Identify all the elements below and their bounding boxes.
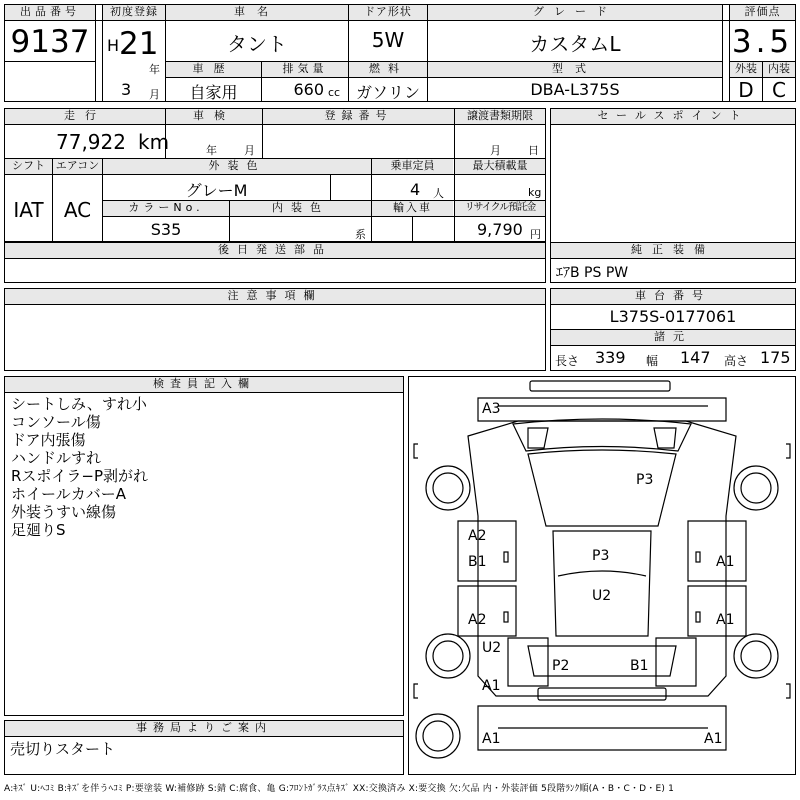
model-label: 型式 [428,62,722,77]
model: DBA-L375S [530,80,620,99]
length-label: 長さ [555,354,580,368]
recycle-label: リサイクル預託金 [455,201,545,216]
damage-mark: A2 [468,528,487,544]
chassis-label: 車台番号 [551,289,795,304]
remark-item: ホイールカバーA [11,485,126,503]
shift-label: シフト [5,159,52,174]
damage-mark: P3 [636,472,654,488]
damage-mark: A2 [468,612,487,628]
recycle-fee: 9,790 [477,220,523,239]
ext-color-label: 外装色 [103,159,371,174]
shift: IAT [13,198,44,222]
remark-item: コンソール傷 [11,413,101,431]
year-unit: 年 [149,63,160,76]
damage-mark: P2 [552,658,570,674]
car-name: タント [227,32,287,56]
grade: カスタムL [529,32,621,56]
fuel-label: 燃料 [349,62,427,77]
ac: AC [63,198,92,222]
spec-label: 諸元 [551,330,795,345]
history: 自家用 [189,83,238,102]
int-color-unit: 系 [355,228,366,241]
equipment-label: 純正装備 [551,243,795,258]
legend-footer: A:ｷｽﾞ U:ﾍｺﾐ B:ｷｽﾞを伴うﾍｺﾐ P:要塗装 W:補修跡 S:錆 C:腐食、亀 G:ﾌﾛﾝﾄｶﾞﾗｽ点ｷｽﾞ XX:交換済み X:要交換 欠:欠品 内・外装評価 5段階ﾗﾝｸ順(A・B・C・D・E) 1 [4,784,675,794]
damage-mark: U2 [482,640,502,656]
damage-mark: A1 [482,731,501,747]
transfer-month-unit: 月 [490,144,501,157]
damage-mark: A1 [716,554,735,570]
mileage-unit: km [138,130,170,154]
mileage-label: 走行 [5,109,165,124]
capacity-label: 乗車定員 [372,159,453,174]
door-type: 5W [371,28,405,52]
int-color-label: 内装色 [230,201,371,216]
transfer-label: 譲渡書類期限 [455,109,545,124]
sales-point-label: セールスポイント [551,109,795,124]
reg-no-label: 登録番号 [263,109,454,124]
month-unit: 月 [149,88,160,101]
color-no: S35 [150,220,182,239]
displacement-unit: cc [328,86,341,99]
displacement: 660 [293,80,324,99]
capacity-unit: 人 [433,187,444,200]
first-reg-label: 初度登録 [103,5,165,20]
max-load-unit: kg [528,186,542,199]
recycle-unit: 円 [530,228,541,241]
interior-score: C [772,78,786,102]
remark-item: 外装うすい線傷 [11,503,117,521]
remark-item: Rスポイラ−P剥がれ [11,467,149,485]
office-label: 事務局よりご案内 [5,721,403,736]
equipment: ｴｱB PS PW [556,265,629,281]
inspection-label: 車検 [166,109,262,124]
reg-year: 21 [119,26,159,62]
inspector-label: 検査員記入欄 [5,377,403,392]
remark-item: 足廻りS [11,521,66,539]
width-label: 幅 [646,354,659,368]
car-outline-svg [408,376,796,775]
remark-item: シートしみ、すれ小 [11,395,147,413]
chassis-no: L375S-0177061 [609,307,737,326]
lot-no-label: 出品番号 [5,5,95,20]
car-damage-diagram [408,376,796,775]
damage-mark: A1 [704,731,723,747]
car-name-label: 車名 [166,5,348,20]
damage-mark: B1 [468,554,487,570]
lot-no: 9137 [10,24,90,60]
door-label: ドア形状 [349,5,427,20]
era: H [107,36,120,55]
score: 3.5 [731,24,794,60]
import-label: 輸入車 [372,201,453,216]
fuel: ガソリン [355,83,420,102]
damage-mark: A3 [482,401,501,417]
reg-month: 3 [121,80,132,99]
height: 175 [760,348,791,367]
displacement-label: 排気量 [262,62,348,77]
inspection-month-unit: 月 [244,144,255,157]
history-label: 車歴 [166,62,261,77]
width: 147 [680,348,711,367]
damage-mark: B1 [630,658,649,674]
grade-label: グレード [428,5,722,20]
max-load-label: 最大積載量 [455,159,545,174]
score-label: 評価点 [730,5,795,20]
later-parts-label: 後日発送部品 [5,243,545,258]
remark-item: ドア内張傷 [11,431,86,449]
exterior-label: 外装 [730,62,762,77]
length: 339 [595,348,626,367]
inspection-year-unit: 年 [206,144,217,157]
caution-label: 注意事項欄 [5,289,545,304]
remarks-list [11,395,148,539]
damage-mark: A1 [482,678,501,694]
transfer-day-unit: 日 [528,144,539,157]
damage-mark: A1 [716,612,735,628]
color-no-label: カラーNo. [103,201,229,216]
interior-label: 内装 [763,62,795,77]
damage-mark: P3 [592,548,610,564]
remark-item: ハンドルすれ [11,449,102,467]
height-label: 高さ [724,354,749,368]
ac-label: エアコン [53,159,102,174]
capacity: 4 [410,180,421,199]
damage-mark: U2 [592,588,612,604]
mileage: 77,922 [56,130,126,154]
office-message: 売切りスタート [10,740,116,758]
damage-marks [468,401,734,747]
ext-color: グレーM [185,181,248,200]
exterior-score: D [738,78,754,102]
